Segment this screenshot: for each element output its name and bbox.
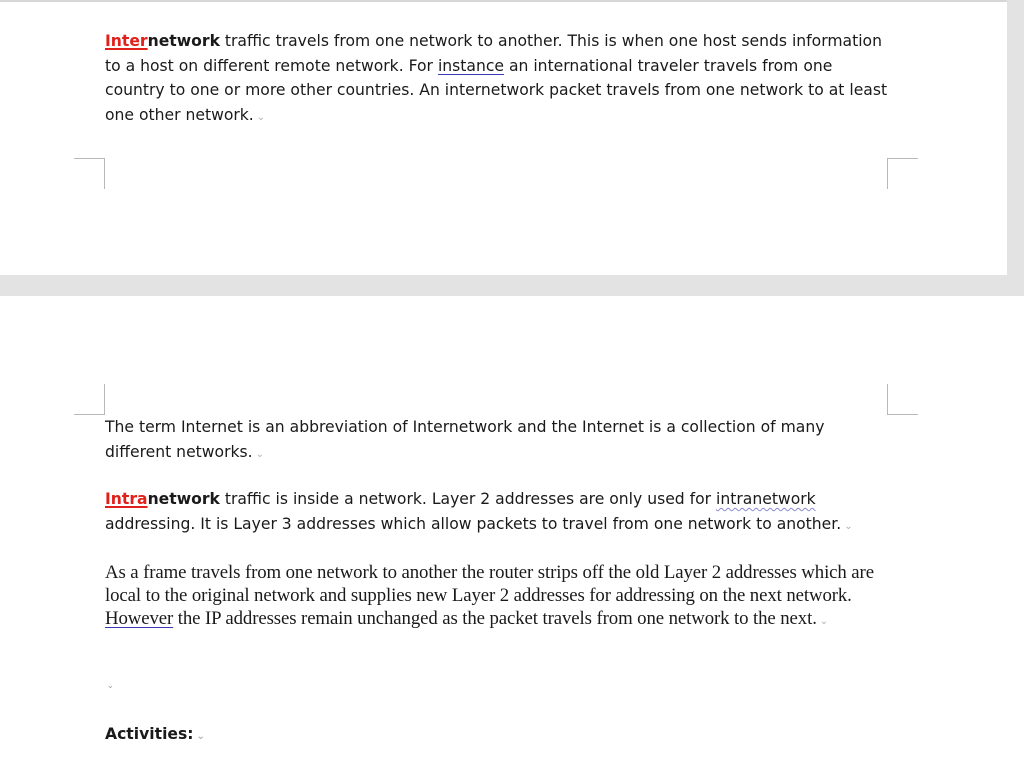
paragraph-internetwork[interactable] xyxy=(105,29,895,130)
bold-network: network xyxy=(147,32,220,50)
document-page-2 xyxy=(0,296,1024,766)
para3-text1: traffic is inside a network. Layer 2 addresses are only used for xyxy=(219,490,717,508)
para4-text1: As a frame travels from one network to another the router strips off the old Layer 2 addresses which are local to the original network and supplies new Layer 2 addresses for addressing on the next network. xyxy=(105,562,874,607)
crop-mark-icon xyxy=(887,158,918,189)
paragraph-mark-icon: ⌄ xyxy=(819,616,829,628)
paragraph-internet-term[interactable] xyxy=(105,415,895,467)
paragraph-intranetwork[interactable] xyxy=(105,487,895,539)
spellcheck-word-intranetwork[interactable]: intranetwork xyxy=(716,490,816,508)
underlined-word-however[interactable]: However xyxy=(105,608,174,630)
underlined-word-instance[interactable]: instance xyxy=(437,56,504,75)
activities-label: Activities: xyxy=(105,725,194,743)
red-prefix-intra: Intra xyxy=(105,490,148,508)
crop-mark-icon xyxy=(887,384,918,415)
para1-text1: traffic travels from one network to another. This is when one host sends information to a host on different remote network. For xyxy=(105,32,882,75)
crop-mark-icon xyxy=(74,384,105,415)
para1-text2: an international traveler travels from one country to one or more other countries. An internetwork packet travels from one network to at least one other network. xyxy=(105,56,888,124)
paragraph-mark-icon: ⌄ xyxy=(196,731,205,742)
crop-mark-icon xyxy=(74,158,105,189)
para3-text2: addressing. It is Layer 3 addresses which allow packets to travel from one network to another. xyxy=(105,514,842,533)
para2-text: The term Internet is an abbreviation of Internetwork and the Internet is a collection of many different networks. xyxy=(105,418,825,461)
paragraph-mark-icon: ⌄ xyxy=(107,681,114,690)
bold-network: network xyxy=(147,490,220,508)
red-prefix-inter: Inter xyxy=(105,32,148,50)
paragraph-mark-icon: ⌄ xyxy=(255,448,264,460)
paragraph-mark-icon: ⌄ xyxy=(844,520,853,532)
document-page-1 xyxy=(0,0,1007,275)
heading-activities[interactable] xyxy=(105,722,895,750)
paragraph-frame-travel[interactable] xyxy=(105,561,895,634)
paragraph-mark-icon: ⌄ xyxy=(256,111,266,123)
para4-text2: the IP addresses remain unchanged as the packet travels from one network to the next. xyxy=(173,608,817,630)
